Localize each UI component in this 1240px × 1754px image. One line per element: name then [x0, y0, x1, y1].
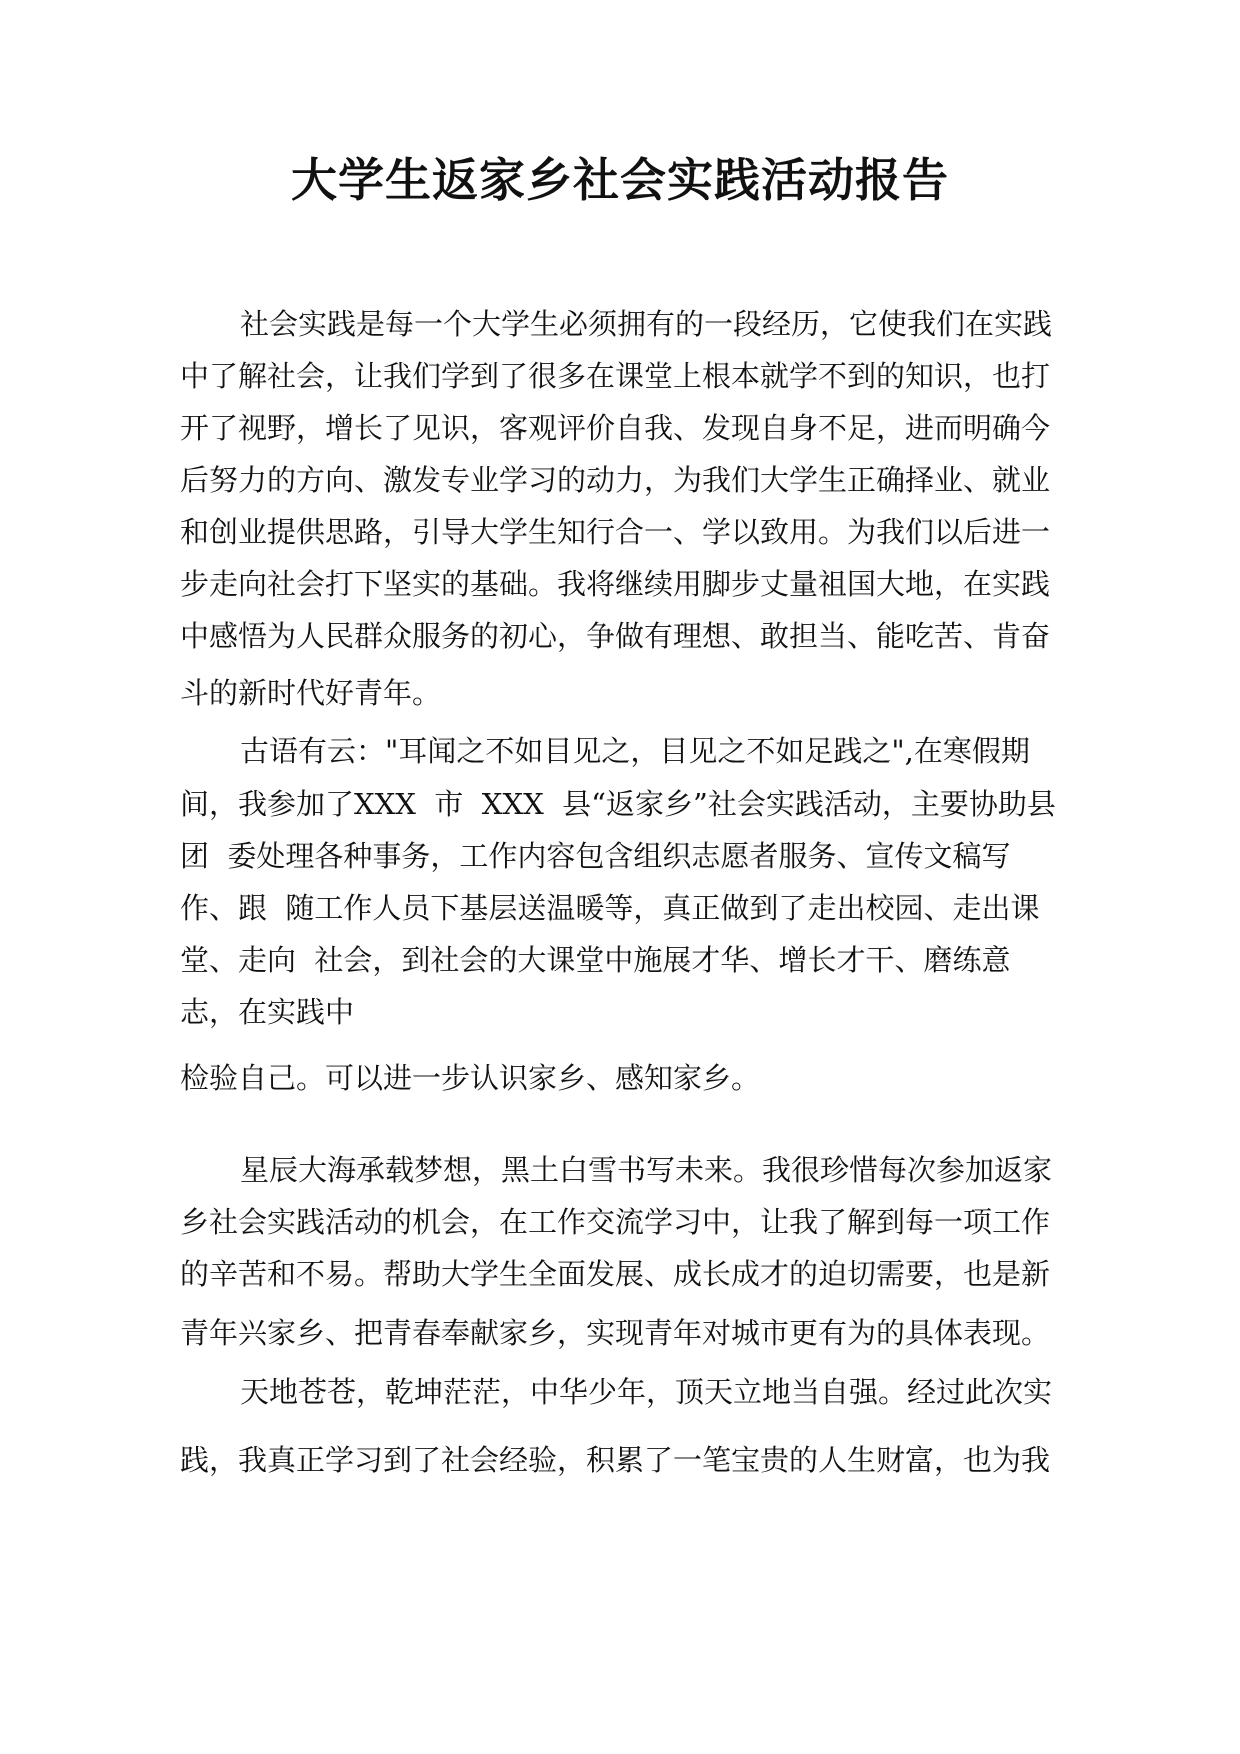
paragraph-2-line-5: 堂、走向 社会，到社会的大课堂中施展才华、增长才干、磨练意 [180, 943, 1011, 977]
paragraph-1-line-3: 开了视野，增长了见识，客观评价自我、发现自身不足，进而明确今 [180, 411, 1051, 445]
paragraph-1-line-6: 步走向社会打下坚实的基础。我将继续用脚步丈量祖国大地，在实践 [180, 567, 1051, 601]
paragraph-2-line-3: 团 委处理各种事务，工作内容包含组织志愿者服务、宣传文稿写 [180, 839, 1011, 873]
paragraph-1-line-8: 斗的新时代好青年。 [180, 676, 442, 710]
paragraph-3-line-2: 乡社会实践活动的机会，在工作交流学习中，让我了解到每一项工作 [180, 1205, 1051, 1239]
paragraph-1-line-7: 中感悟为人民群众服务的初心，争做有理想、敢担当、能吃苦、肯奋 [180, 619, 1051, 653]
paragraph-1-line-4: 后努力的方向、激发专业学习的动力，为我们大学生正确择业、就业 [180, 463, 1051, 497]
paragraph-2-line-6: 志，在实践中 [180, 995, 355, 1029]
paragraph-2-line-4: 作、跟 随工作人员下基层送温暖等，真正做到了走出校园、走出课 [180, 891, 1040, 925]
document-title: 大学生返家乡社会实践活动报告 [291, 153, 949, 207]
paragraph-4-line-1: 天地苍苍，乾坤茫茫，中华少年，顶天立地当自强。经过此次实 [240, 1375, 1053, 1409]
paragraph-1-line-1: 社会实践是每一个大学生必须拥有的一段经历，它使我们在实践 [240, 307, 1053, 341]
paragraph-4-line-2: 践，我真正学习到了社会经验，积累了一笔宝贵的人生财富，也为我 [180, 1443, 1051, 1477]
paragraph-3-line-4: 青年兴家乡、把青春奉献家乡，实现青年对城市更有为的具体表现。 [180, 1316, 1051, 1350]
paragraph-2-line-7: 检验自己。可以进一步认识家乡、感知家乡。 [180, 1061, 761, 1095]
paragraph-3-line-3: 的辛苦和不易。帮助大学生全面发展、成长成才的迫切需要，也是新 [180, 1257, 1051, 1291]
paragraph-2-line-1: 古语有云："耳闻之不如目见之，目见之不如足践之",在寒假期 [240, 734, 1030, 768]
paragraph-1-line-2: 中了解社会，让我们学到了很多在课堂上根本就学不到的知识，也打 [180, 359, 1051, 393]
paragraph-3-line-1: 星辰大海承载梦想，黑土白雪书写未来。我很珍惜每次参加返家 [240, 1153, 1053, 1187]
paragraph-2-line-2: 间，我参加了XXX 市 XXX 县“返家乡”社会实践活动，主要协助县 [180, 787, 1056, 821]
paragraph-1-line-5: 和创业提供思路，引导大学生知行合一、学以致用。为我们以后进一 [180, 515, 1051, 549]
